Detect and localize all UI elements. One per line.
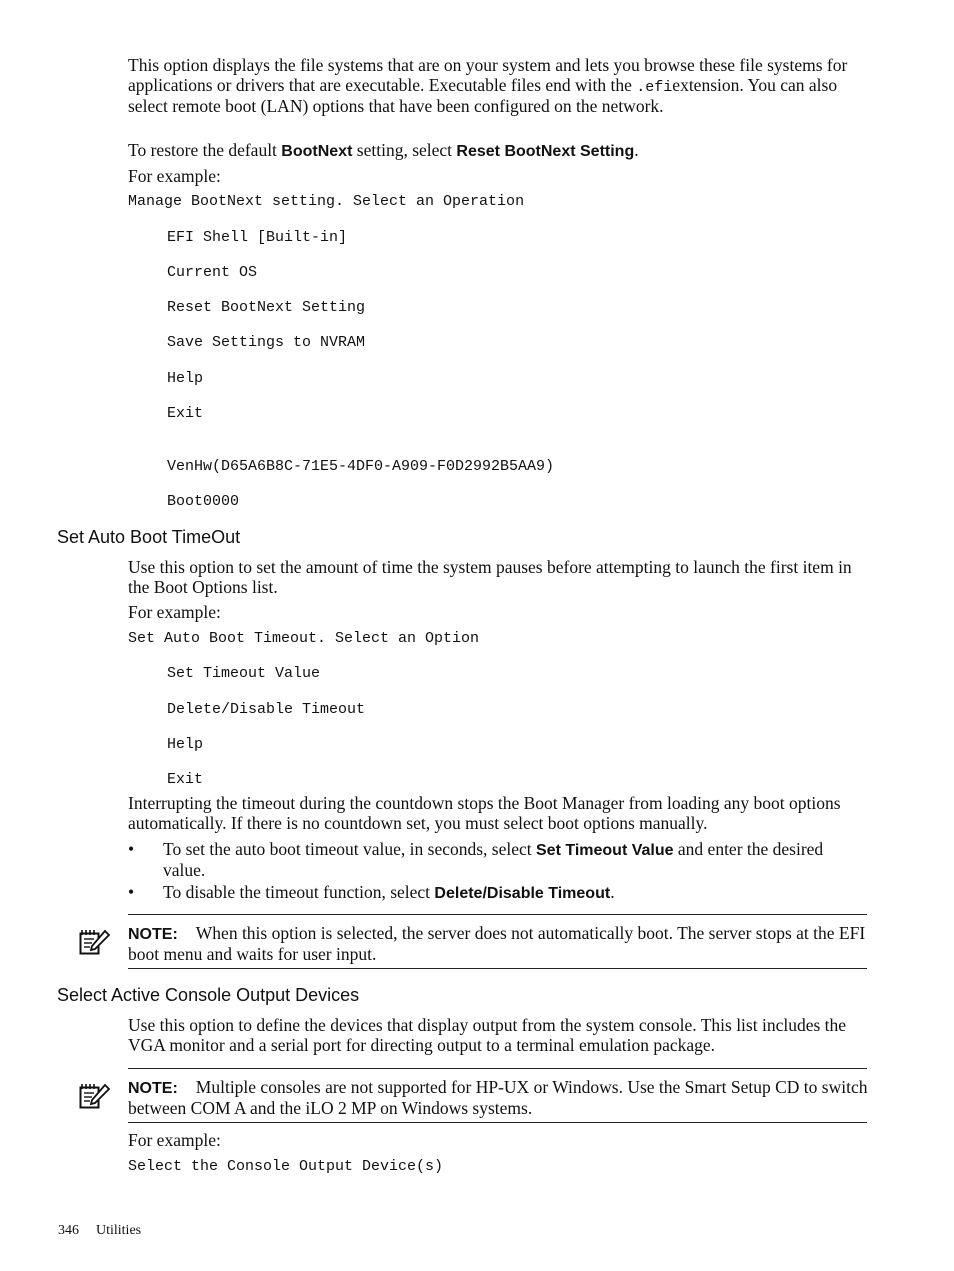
bullet-set-timeout: To set the auto boot timeout value, in seconds, select Set Timeout Value and enter the desired value.	[163, 839, 824, 880]
footer-section: Utilities	[96, 1223, 142, 1238]
code-item: Reset BootNext Setting	[167, 299, 366, 316]
auto-boot-paragraph: Use this option to set the amount of time the system pauses before attempting to launch the first item in the Boot Options list.	[128, 557, 852, 597]
restore-default-paragraph: To restore the default BootNext setting, select Reset BootNext Setting.	[128, 140, 639, 160]
code-item: Delete/Disable Timeout	[167, 701, 366, 718]
code-boot0000: Boot0000	[167, 493, 240, 510]
note-rule-top	[128, 914, 867, 915]
page-footer	[58, 1223, 141, 1239]
console-paragraph: Use this option to define the devices that display output from the system console. This list includes the VGA monitor and a serial port for directing output to a terminal emulation package.	[128, 1015, 847, 1055]
bootnext-bold: BootNext	[281, 143, 353, 160]
code-item: Exit	[167, 405, 204, 422]
interrupting-paragraph: Interrupting the timeout during the countdown stops the Boot Manager from loading any boot options automatically. If there is no countdown set, you must select boot options manually.	[128, 793, 841, 833]
delete-disable-timeout-bold: Delete/Disable Timeout	[434, 885, 611, 902]
code-item: Save Settings to NVRAM	[167, 334, 366, 351]
code-item: Set Timeout Value	[167, 665, 321, 682]
for-example-label: For example:	[128, 1130, 221, 1150]
note-pencil-icon	[78, 926, 110, 956]
efi-extension-code: .efi	[636, 78, 673, 96]
page-number: 346	[58, 1223, 79, 1238]
code-set-auto-boot: Set Auto Boot Timeout. Select an Option	[128, 630, 480, 647]
note-rule-top	[128, 1068, 867, 1069]
code-venhw: VenHw(D65A6B8C-71E5-4DF0-A909-F0D2992B5AA9)	[167, 458, 555, 475]
code-item: Exit	[167, 771, 204, 788]
for-example-label: For example:	[128, 166, 221, 186]
note-label: NOTE:	[128, 926, 178, 943]
code-item: Help	[167, 736, 204, 753]
bullet-dot: •	[128, 839, 135, 859]
code-item: Help	[167, 370, 204, 387]
note-label: NOTE:	[128, 1080, 178, 1097]
bullet-dot: •	[128, 882, 135, 902]
section-heading-console: Select Active Console Output Devices	[57, 985, 360, 1005]
code-item: Current OS	[167, 264, 258, 281]
for-example-label: For example:	[128, 602, 221, 622]
intro-paragraph: This option displays the file systems that are on your system and lets you browse these file systems for applications or drivers that are executable. Executable files end with the .efiextension. You can also select remote boot (LAN) options that have been configured on the network.	[128, 55, 848, 116]
note-rule-bottom	[128, 968, 867, 969]
note-console: NOTE: Multiple consoles are not supported for HP-UX or Windows. Use the Smart Setup CD to switch between COM A and the iLO 2 MP on Windows systems.	[128, 1077, 868, 1118]
set-timeout-value-bold: Set Timeout Value	[536, 842, 674, 859]
code-select-console: Select the Console Output Device(s)	[128, 1158, 444, 1175]
code-manage-bootnext: Manage BootNext setting. Select an Operation	[128, 193, 525, 210]
section-heading-auto-boot: Set Auto Boot TimeOut	[57, 527, 241, 547]
bullet-disable-timeout: To disable the timeout function, select Delete/Disable Timeout.	[163, 882, 615, 902]
note-auto-boot: NOTE: When this option is selected, the server does not automatically boot. The server stops at the EFI boot menu and waits for user input.	[128, 923, 866, 964]
note-rule-bottom	[128, 1122, 867, 1123]
note-pencil-icon	[78, 1080, 110, 1110]
code-item: EFI Shell [Built-in]	[167, 229, 348, 246]
reset-bootnext-bold: Reset BootNext Setting	[456, 143, 635, 160]
